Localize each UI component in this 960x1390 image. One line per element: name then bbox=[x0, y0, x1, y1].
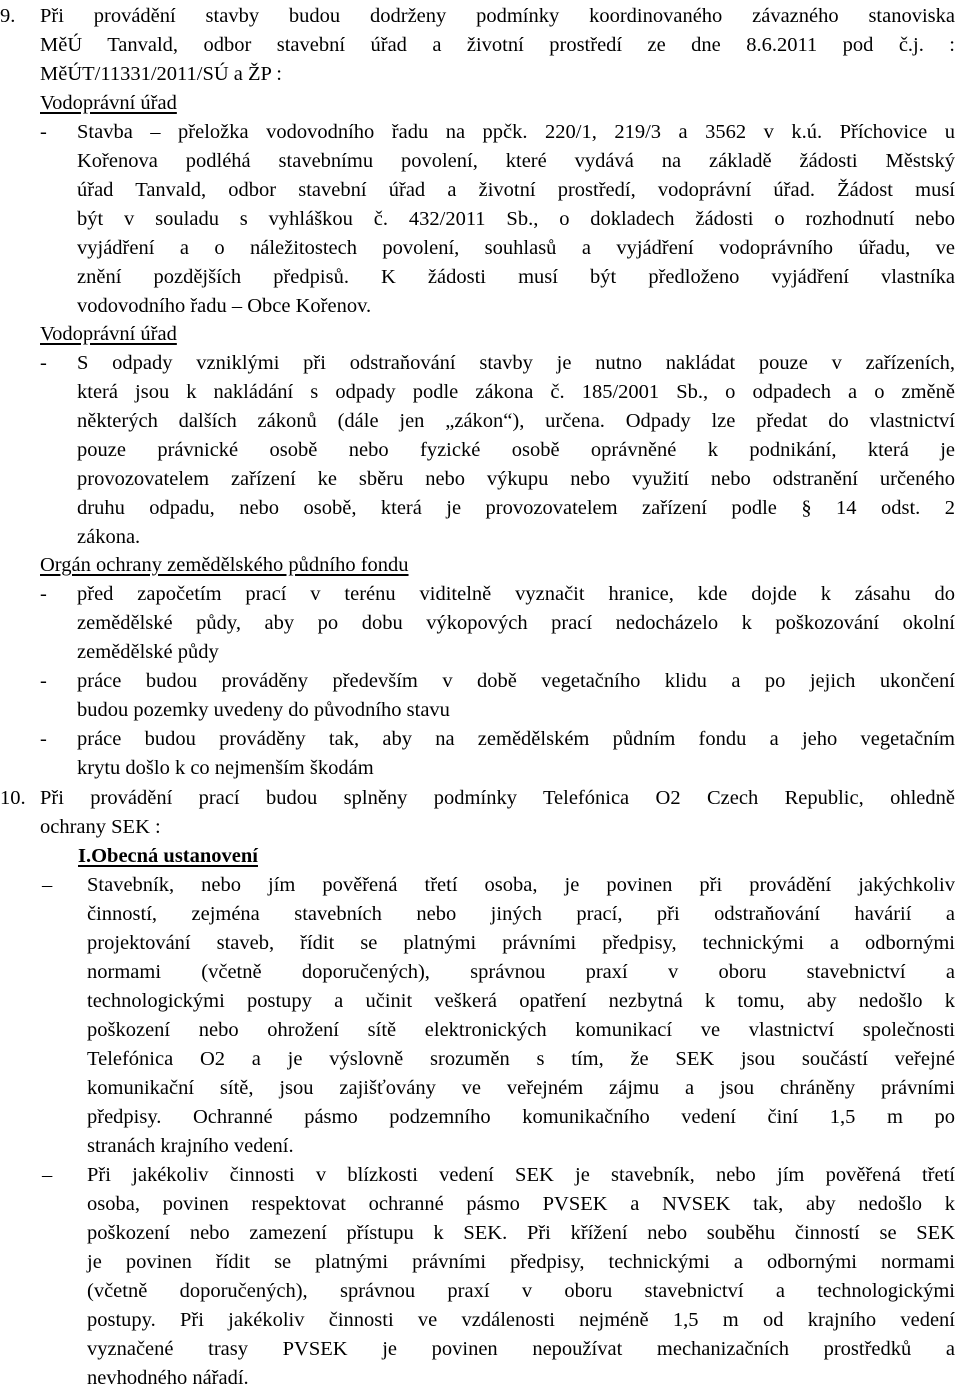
list-item-line: technologickými postupy a učinit veškerá opatření nezbytná k tomu, aby nedošlo k bbox=[87, 990, 955, 1012]
list-item-line: projektování staveb, řídit se platnými právními předpisy, technickými a odbornými bbox=[87, 932, 955, 954]
paragraph-line: která jsou k nakládání s odpady podle zákona č. 185/2001 Sb., o odpadech a o změně bbox=[77, 381, 955, 403]
paragraph-line: S odpady vzniklými při odstraňování stavby je nutno nakládat pouze v zařízeních, bbox=[77, 352, 955, 374]
paragraph-line: pouze právnické osobě nebo fyzické osobě oprávněné k podnikání, která je bbox=[77, 439, 955, 461]
paragraph-line: Stavba – přeložka vodovodního řadu na ppčk. 220/1, 219/3 a 3562 v k.ú. Příchovice u bbox=[77, 121, 955, 143]
list-item-line: Telefónica O2 a je výslovně srozuměn s tím, že SEK jsou součástí veřejné bbox=[87, 1048, 955, 1070]
paragraph-line: úřad Tanvald, odbor stavební úřad a životní prostředí, vodoprávní úřad. Žádost musí bbox=[77, 179, 955, 201]
list-item-line: Při jakékoliv činnosti v blízkosti vedení SEK je stavebník, nebo jím pověřená třetí bbox=[87, 1164, 955, 1186]
item-number: 10. bbox=[0, 787, 26, 809]
list-item-line: je povinen řídit se platnými právními předpisy, technickými a odbornými normami bbox=[87, 1251, 955, 1273]
paragraph-line: druhu odpadu, nebo osobě, která je provozovatelem zařízení podle § 14 odst. 2 bbox=[77, 497, 955, 519]
list-item-line: činností, zejména stavebních nebo jiných prací, při odstraňování havárií a bbox=[87, 903, 955, 925]
paragraph-line: MěÚ Tanvald, odbor stavební úřad a životní prostředí ze dne 8.6.2011 pod č.j. : bbox=[40, 34, 955, 56]
bullet-marker: - bbox=[40, 352, 47, 374]
list-item-line: stranách krajního vedení. bbox=[87, 1135, 294, 1157]
list-item-line: práce budou prováděny tak, aby na zemědělském půdním fondu a jeho vegetačním bbox=[77, 728, 955, 750]
paragraph-line: MěÚT/11331/2011/SÚ a ŽP : bbox=[40, 63, 283, 85]
paragraph-line: vyjádření a o náležitostech povolení, souhlasů a vyjádření vodoprávního úřadu, ve bbox=[77, 237, 955, 259]
paragraph-line: zákona. bbox=[77, 526, 141, 548]
list-item-line: (včetně doporučených), správnou praxí v oboru stavebnictví a technologickými bbox=[87, 1280, 955, 1302]
list-item-line: krytu došlo k co nejmenším škodám bbox=[77, 757, 374, 779]
bullet-marker: – bbox=[42, 1164, 53, 1186]
paragraph-line: Při provádění prací budou splněny podmínky Telefónica O2 Czech Republic, ohledně bbox=[40, 787, 955, 809]
paragraph-line: ochrany SEK : bbox=[40, 816, 161, 838]
section-heading: Vodoprávní úřad bbox=[40, 323, 177, 345]
paragraph-line: vodovodního řadu – Obce Kořenov. bbox=[77, 295, 372, 317]
list-item-line: osoba, povinen respektovat ochranné pásmo PVSEK a NVSEK tak, aby nedošlo k bbox=[87, 1193, 955, 1215]
paragraph-line: provozovatelem zařízení ke sběru nebo výkupu nebo využití nebo odstranění určeného bbox=[77, 468, 955, 490]
list-item-line: budou pozemky uvedeny do původního stavu bbox=[77, 699, 450, 721]
bullet-marker: – bbox=[42, 874, 53, 896]
item-number: 9. bbox=[0, 5, 16, 27]
subheading: I.Obecná ustanovení bbox=[78, 845, 258, 867]
bullet-marker: - bbox=[40, 728, 47, 750]
paragraph-line: znění pozdějších předpisů. K žádosti musí být předloženo vyjádření vlastníka bbox=[77, 266, 955, 288]
paragraph-line: Kořenova podléhá stavebnímu povolení, které vydává na základě žádosti Městský bbox=[77, 150, 955, 172]
list-item-line: poškození nebo ohrožení sítě elektronických komunikací ve vlastnictví společnosti bbox=[87, 1019, 955, 1041]
paragraph-line: být v souladu s vyhláškou č. 432/2011 Sb., o dokladech žádosti o rozhodnutí nebo bbox=[77, 208, 955, 230]
list-item-line: normami (včetně doporučených), správnou praxí v oboru stavebnictví a bbox=[87, 961, 955, 983]
bullet-marker: - bbox=[40, 583, 47, 605]
list-item-line: práce budou prováděny především v době vegetačního klidu a po jejich ukončení bbox=[77, 670, 955, 692]
list-item-line: poškození nebo zamezení přístupu k SEK. Při křížení nebo souběhu činností se SEK bbox=[87, 1222, 955, 1244]
list-item-line: nevhodného nářadí. bbox=[87, 1367, 249, 1389]
section-heading: Orgán ochrany zemědělského půdního fondu bbox=[40, 554, 409, 576]
list-item-line: zemědělské půdy, aby po dobu výkopových prací nedocházelo k poškozování okolní bbox=[77, 612, 955, 634]
bullet-marker: - bbox=[40, 670, 47, 692]
list-item-line: předpisy. Ochranné pásmo podzemního komunikačního vedení činí 1,5 m po bbox=[87, 1106, 955, 1128]
paragraph-line: některých dalších zákonů (dále jen „zákon“), určena. Odpady lze předat do vlastnictví bbox=[77, 410, 955, 432]
section-heading: Vodoprávní úřad bbox=[40, 92, 177, 114]
list-item-line: před započetím prací v terénu viditelně vyznačit hranice, kde dojde k zásahu do bbox=[77, 583, 955, 605]
paragraph-line: Při provádění stavby budou dodrženy podmínky koordinovaného závazného stanoviska bbox=[40, 5, 955, 27]
list-item-line: postupy. Při jakékoliv činnosti ve vzdálenosti nejméně 1,5 m od krajního vedení bbox=[87, 1309, 955, 1331]
list-item-line: komunikační sítě, jsou zajišťovány ve veřejném zájmu a jsou chráněny právními bbox=[87, 1077, 955, 1099]
bullet-marker: - bbox=[40, 121, 47, 143]
list-item-line: vyznačené trasy PVSEK je povinen nepoužívat mechanizačních prostředků a bbox=[87, 1338, 955, 1360]
list-item-line: zemědělské půdy bbox=[77, 641, 219, 663]
list-item-line: Stavebník, nebo jím pověřená třetí osoba, je povinen při provádění jakýchkoliv bbox=[87, 874, 955, 896]
